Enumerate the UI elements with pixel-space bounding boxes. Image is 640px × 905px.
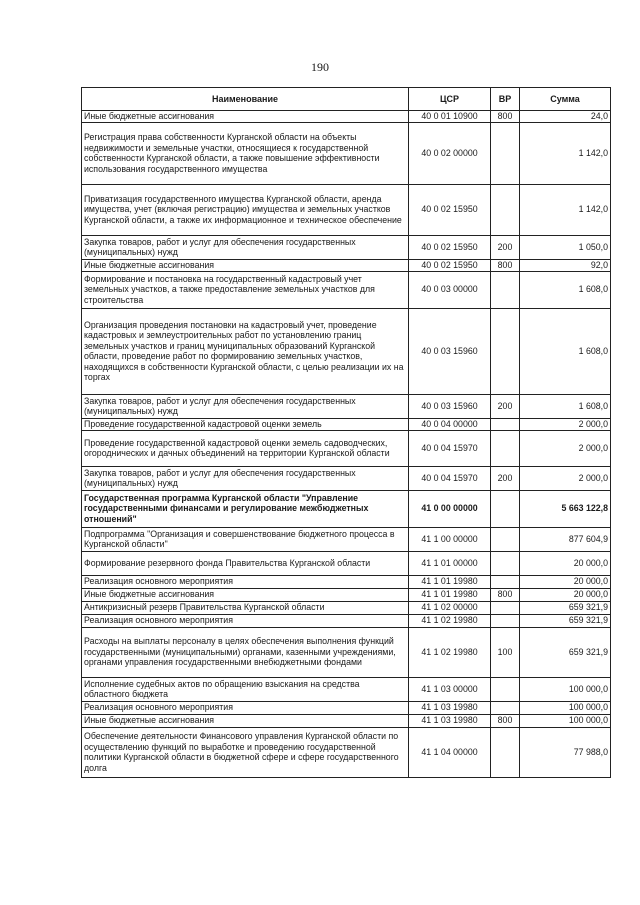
cell-name: Закупка товаров, работ и услуг для обеспечения государственных (муниципальных) нужд [82,466,409,490]
cell-vr: 800 [491,111,520,123]
cell-sum: 100 000,0 [520,677,611,701]
header-csr: ЦСР [409,88,491,111]
cell-sum: 2 000,0 [520,418,611,430]
cell-name: Иные бюджетные ассигнования [82,111,409,123]
cell-csr: 40 0 04 00000 [409,418,491,430]
table-row [82,677,611,701]
table-row [82,418,611,430]
cell-sum: 659 321,9 [520,601,611,614]
cell-csr: 41 1 01 19980 [409,588,491,601]
cell-csr: 40 0 04 15970 [409,430,491,466]
table-row [82,184,611,235]
cell-name: Обеспечение деятельности Финансового управления Курганской области по осуществлению функций по выработке и проведению государственной политики Курганской области в бюджетной сфере и сфере государственного долга [82,727,409,777]
table-row [82,614,611,627]
cell-sum: 77 988,0 [520,727,611,777]
table-row [82,588,611,601]
cell-csr: 41 1 01 00000 [409,551,491,575]
table-row [82,111,611,123]
cell-name: Исполнение судебных актов по обращению взыскания на средства областного бюджета [82,677,409,701]
cell-sum: 2 000,0 [520,466,611,490]
cell-name: Реализация основного мероприятия [82,614,409,627]
cell-csr: 41 1 02 00000 [409,601,491,614]
table-row [82,466,611,490]
cell-sum: 20 000,0 [520,588,611,601]
cell-csr: 41 1 03 19980 [409,701,491,714]
cell-csr: 40 0 04 15970 [409,466,491,490]
table-row [82,308,611,394]
cell-name: Приватизация государственного имущества Курганской области, аренда имущества, учет (включая регистрацию) имущества и земельных участков Курганской области, а также их информационное и техническое обеспечение [82,184,409,235]
cell-vr: 100 [491,627,520,677]
cell-vr [491,271,520,308]
cell-vr: 200 [491,466,520,490]
cell-name: Формирование резервного фонда Правительства Курганской области [82,551,409,575]
cell-sum: 1 608,0 [520,394,611,418]
cell-name: Подпрограмма "Организация и совершенствование бюджетного процесса в Курганской области" [82,527,409,551]
cell-csr: 41 1 01 19980 [409,575,491,588]
cell-vr [491,601,520,614]
cell-name: Проведение государственной кадастровой оценки земель [82,418,409,430]
cell-sum: 2 000,0 [520,430,611,466]
cell-name: Реализация основного мероприятия [82,575,409,588]
cell-vr [491,527,520,551]
cell-vr [491,727,520,777]
table-row [82,601,611,614]
cell-name: Закупка товаров, работ и услуг для обеспечения государственных (муниципальных) нужд [82,394,409,418]
cell-name: Формирование и постановка на государственный кадастровый учет земельных участков, а также предоставление земельных участков для строительства [82,271,409,308]
cell-vr [491,418,520,430]
cell-vr [491,430,520,466]
table-row [82,490,611,527]
cell-vr: 800 [491,714,520,727]
table-row [82,701,611,714]
budget-table [81,87,611,778]
cell-csr: 41 1 02 19980 [409,614,491,627]
cell-sum: 100 000,0 [520,701,611,714]
cell-vr [491,122,520,184]
table-row [82,235,611,259]
cell-sum: 877 604,9 [520,527,611,551]
cell-sum: 5 663 122,8 [520,490,611,527]
header-sum: Сумма [520,88,611,111]
cell-vr: 800 [491,259,520,271]
cell-csr: 41 1 04 00000 [409,727,491,777]
table-row [82,259,611,271]
cell-sum: 659 321,9 [520,627,611,677]
cell-name: Иные бюджетные ассигнования [82,259,409,271]
cell-csr: 40 0 02 15950 [409,235,491,259]
cell-vr [491,490,520,527]
cell-name: Организация проведения постановки на кадастровый учет, проведение кадастровых и землеустроительных работ по установлению границ земельных участков и границ муниципальных образований Курганской области, проведение работ по формированию земельных участков, находящихся в собственности Курганской области, с целью реализации их на торгах [82,308,409,394]
cell-csr: 40 0 01 10900 [409,111,491,123]
table-header-row [82,88,611,111]
cell-vr: 800 [491,588,520,601]
table-row [82,727,611,777]
cell-vr [491,677,520,701]
cell-sum: 659 321,9 [520,614,611,627]
header-name: Наименование [82,88,409,111]
cell-csr: 40 0 02 00000 [409,122,491,184]
cell-sum: 92,0 [520,259,611,271]
table-row [82,430,611,466]
cell-csr: 41 0 00 00000 [409,490,491,527]
table-row [82,122,611,184]
cell-sum: 20 000,0 [520,575,611,588]
table-row [82,394,611,418]
cell-sum: 100 000,0 [520,714,611,727]
cell-name: Антикризисный резерв Правительства Курганской области [82,601,409,614]
cell-sum: 1 608,0 [520,308,611,394]
table-row [82,627,611,677]
cell-vr [491,575,520,588]
header-vr: ВР [491,88,520,111]
cell-csr: 41 1 02 19980 [409,627,491,677]
cell-csr: 41 1 03 00000 [409,677,491,701]
table-row [82,271,611,308]
cell-vr [491,184,520,235]
cell-sum: 1 142,0 [520,184,611,235]
cell-name: Проведение государственной кадастровой оценки земель садоводческих, огороднических и дачных объединений на территории Курганской области [82,430,409,466]
cell-csr: 40 0 03 15960 [409,394,491,418]
cell-csr: 41 1 03 19980 [409,714,491,727]
table-row [82,551,611,575]
cell-sum: 24,0 [520,111,611,123]
cell-vr [491,308,520,394]
cell-vr [491,701,520,714]
cell-name: Иные бюджетные ассигнования [82,588,409,601]
cell-name: Реализация основного мероприятия [82,701,409,714]
cell-csr: 41 1 00 00000 [409,527,491,551]
cell-csr: 40 0 03 00000 [409,271,491,308]
cell-vr: 200 [491,394,520,418]
cell-csr: 40 0 03 15960 [409,308,491,394]
table-row [82,575,611,588]
cell-csr: 40 0 02 15950 [409,259,491,271]
cell-name: Иные бюджетные ассигнования [82,714,409,727]
cell-vr [491,551,520,575]
cell-vr [491,614,520,627]
table-row [82,527,611,551]
cell-name: Закупка товаров, работ и услуг для обеспечения государственных (муниципальных) нужд [82,235,409,259]
page-number: 190 [311,60,329,74]
cell-sum: 20 000,0 [520,551,611,575]
cell-name: Регистрация права собственности Курганской области на объекты недвижимости и земельные участки, относящиеся к государственной собственности Курганской области, а также повышение эффективности использования государственного имущества [82,122,409,184]
cell-csr: 40 0 02 15950 [409,184,491,235]
cell-vr: 200 [491,235,520,259]
cell-name: Расходы на выплаты персоналу в целях обеспечения выполнения функций государственными (муниципальными) органами, казенными учреждениями, органами управления государственными внебюджетными фондами [82,627,409,677]
cell-sum: 1 608,0 [520,271,611,308]
table-row [82,714,611,727]
cell-sum: 1 050,0 [520,235,611,259]
cell-sum: 1 142,0 [520,122,611,184]
cell-name: Государственная программа Курганской области "Управление государственными финансами и регулирование межбюджетных отношений" [82,490,409,527]
